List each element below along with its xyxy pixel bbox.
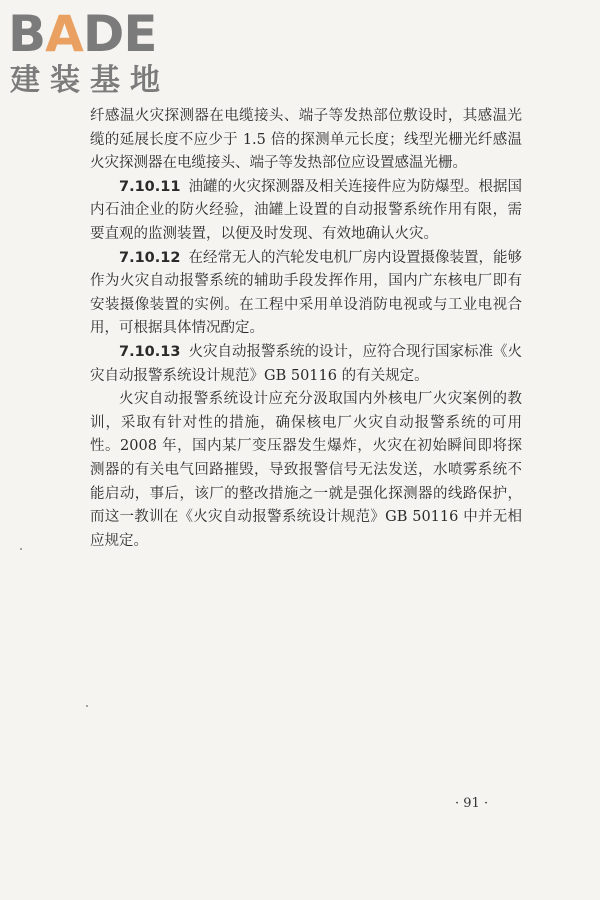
logo-wordmark	[8, 6, 157, 62]
bade-logo	[8, 6, 178, 102]
paragraph-text: 油罐的火灾探测器及相关连接件应为防爆型。根据国内石油企业的防火经验，油罐上设置的自动报警系统作用有限，需要直观的监测装置，以便及时发现、有效地确认火灾。	[90, 178, 522, 242]
page-number: · 91 ·	[455, 796, 489, 811]
clause-number: 7.10.12	[119, 249, 181, 266]
document-body	[90, 105, 522, 553]
clause-number: 7.10.11	[119, 178, 181, 195]
scan-speck	[86, 705, 88, 707]
paragraph-text: 在经常无人的汽轮发电机厂房内设置摄像装置，能够作为火灾自动报警系统的辅助手段发挥作用，国内广东核电厂即有安装摄像装置的实例。在工程中采用单设消防电视或与工业电视合用，可根据具体情况酌定。	[90, 249, 522, 337]
scan-speck	[20, 548, 22, 550]
logo-subtitle: 建装基地	[10, 63, 170, 98]
paragraph-explanation	[90, 388, 522, 553]
logo-letter-accent: A	[45, 5, 83, 63]
paragraph-text: 火灾自动报警系统的设计，应符合现行国家标准《火灾自动报警系统设计规范》GB 50116 的有关规定。	[90, 343, 522, 384]
logo-letters-pre: B	[8, 5, 46, 63]
clause-number: 7.10.13	[119, 343, 181, 360]
paragraph-text: 纤感温火灾探测器在电缆接头、端子等发热部位敷设时，其感温光缆的延展长度不应少于 1.5 倍的探测单元长度；线型光栅光纤感温火灾探测器在电缆接头、端子等发热部位应设置感温光栅。	[90, 108, 522, 172]
clause-7-10-11	[90, 176, 522, 247]
paragraph-text: 火灾自动报警系统设计应充分汲取国内外核电厂火灾案例的教训，采取有针对性的措施，确保核电厂火灾自动报警系统的可用性。2008 年，国内某厂变压器发生爆炸，火灾在初始瞬间即将探测器的有关电气回路摧毁，导致报警信号无法发送，水喷雾系统不能启动，事后，该厂的整改措施之一就是强化探测器的线路保护，而这一教训在《火灾自动报警系统设计规范》GB 50116 中并无相应规定。	[90, 391, 522, 549]
paragraph-continuation	[90, 105, 522, 176]
clause-7-10-13	[90, 341, 522, 388]
logo-letters-post: DE	[82, 5, 157, 63]
clause-7-10-12	[90, 247, 522, 341]
